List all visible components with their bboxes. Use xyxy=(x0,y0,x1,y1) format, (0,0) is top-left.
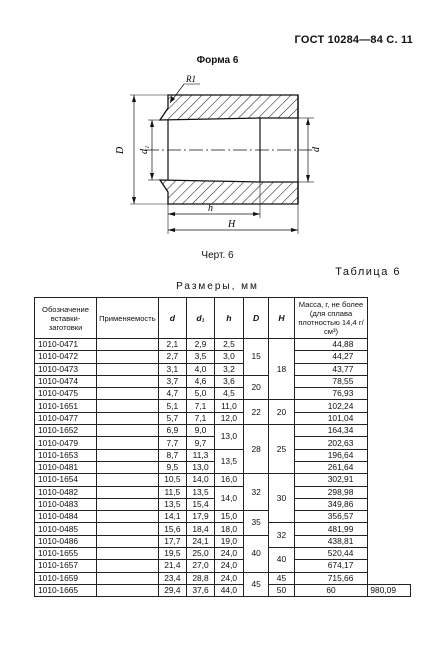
label-h: h xyxy=(208,203,213,214)
cell-h: 15,0 xyxy=(214,511,243,523)
cell-d: 9,5 xyxy=(158,461,186,473)
cell-D: 35 xyxy=(243,511,268,536)
table-row xyxy=(35,449,411,461)
dimensions-table xyxy=(34,297,411,597)
cell-H: 18 xyxy=(269,339,294,400)
table-row xyxy=(35,535,411,547)
cell-d1: 4,0 xyxy=(187,363,215,375)
table-row xyxy=(35,375,411,387)
cell-h: 24,0 xyxy=(214,572,243,584)
cell-H: 60 xyxy=(294,584,368,596)
cell-h: 24,0 xyxy=(214,548,243,560)
cell-d1: 9,7 xyxy=(187,437,215,449)
cell-d: 13,5 xyxy=(158,498,186,510)
cell-h: 3,6 xyxy=(214,375,243,387)
cell-d: 3,7 xyxy=(158,375,186,387)
cell-mass: 438,81 xyxy=(294,535,368,547)
header-mass: Масса, г, не более (для сплава плотностью 14,4 г/см³) xyxy=(294,298,368,339)
table-row xyxy=(35,511,411,523)
page-header: ГОСТ 10284—84 С. 11 xyxy=(294,34,413,46)
cell-H: 25 xyxy=(269,425,294,474)
cell-d: 19,5 xyxy=(158,548,186,560)
cell-d: 23,4 xyxy=(158,572,186,584)
cell-code: 1010-0479 xyxy=(35,437,97,449)
table-subtitle: Размеры, мм xyxy=(176,281,259,292)
cell-d1: 13,5 xyxy=(187,486,215,498)
cell-h: 19,0 xyxy=(214,535,243,547)
cell-H: 45 xyxy=(269,572,294,584)
cell-code: 1010-0474 xyxy=(35,375,97,387)
cell-d1: 27,0 xyxy=(187,560,215,572)
cell-h: 13,5 xyxy=(214,449,243,474)
cell-mass: 44,27 xyxy=(294,351,368,363)
cell-d1: 17,9 xyxy=(187,511,215,523)
cell-mass: 481,99 xyxy=(294,523,368,535)
cell-D: 28 xyxy=(243,425,268,474)
label-d1: d₁ xyxy=(139,145,150,154)
cell-code: 1010-0486 xyxy=(35,535,97,547)
cell-h: 24,0 xyxy=(214,560,243,572)
cell-usage xyxy=(97,584,159,596)
cell-d: 29,4 xyxy=(158,584,186,596)
bottom-section xyxy=(160,180,298,204)
cell-mass: 164,34 xyxy=(294,425,368,437)
cell-usage xyxy=(97,461,159,473)
cell-mass: 980,09 xyxy=(368,584,411,596)
cell-usage xyxy=(97,474,159,486)
cell-usage xyxy=(97,449,159,461)
cell-d: 5,7 xyxy=(158,412,186,424)
cell-D: 20 xyxy=(243,375,268,400)
cell-mass: 302,91 xyxy=(294,474,368,486)
cell-d: 3,1 xyxy=(158,363,186,375)
cell-code: 1010-0473 xyxy=(35,363,97,375)
cell-mass: 715,66 xyxy=(294,572,368,584)
cell-code: 1010-1659 xyxy=(35,572,97,584)
table-row xyxy=(35,388,411,400)
cell-mass: 196,64 xyxy=(294,449,368,461)
cell-H: 20 xyxy=(269,400,294,425)
cell-usage xyxy=(97,511,159,523)
cell-code: 1010-1657 xyxy=(35,560,97,572)
cell-d: 2,7 xyxy=(158,351,186,363)
label-D: D xyxy=(115,146,126,154)
table-row xyxy=(35,486,411,498)
cell-d: 8,7 xyxy=(158,449,186,461)
cell-h: 12,0 xyxy=(214,412,243,424)
cell-code: 1010-0482 xyxy=(35,486,97,498)
cell-mass: 101,04 xyxy=(294,412,368,424)
cell-h: 4,5 xyxy=(214,388,243,400)
cell-usage xyxy=(97,375,159,387)
cell-usage xyxy=(97,535,159,547)
cell-D: 32 xyxy=(243,474,268,511)
cell-d: 2,1 xyxy=(158,339,186,351)
cell-code: 1010-0481 xyxy=(35,461,97,473)
cell-usage xyxy=(97,548,159,560)
cell-h: 16,0 xyxy=(214,474,243,486)
cell-h: 3,0 xyxy=(214,351,243,363)
cell-h: 3,2 xyxy=(214,363,243,375)
table-row xyxy=(35,351,411,363)
cell-d1: 3,5 xyxy=(187,351,215,363)
cell-D: 22 xyxy=(243,400,268,425)
cell-d: 15,6 xyxy=(158,523,186,535)
cell-d1: 5,0 xyxy=(187,388,215,400)
cell-mass: 261,64 xyxy=(294,461,368,473)
cell-d: 6,9 xyxy=(158,425,186,437)
label-R1: R1 xyxy=(186,74,196,84)
header-d1: d₁ xyxy=(187,298,215,339)
cell-h: 44,0 xyxy=(214,584,243,596)
cell-code: 1010-1654 xyxy=(35,474,97,486)
cell-code: 1010-1653 xyxy=(35,449,97,461)
cell-mass: 43,77 xyxy=(294,363,368,375)
table-row xyxy=(35,548,411,560)
table-number: Таблица 6 xyxy=(335,266,401,278)
technical-drawing xyxy=(100,68,335,248)
cell-d: 17,7 xyxy=(158,535,186,547)
cell-usage xyxy=(97,400,159,412)
cell-usage xyxy=(97,425,159,437)
cell-d1: 7,1 xyxy=(187,412,215,424)
table-row xyxy=(35,412,411,424)
cell-mass: 44,88 xyxy=(294,339,368,351)
cell-code: 1010-1651 xyxy=(35,400,97,412)
cell-h: 14,0 xyxy=(214,486,243,511)
cell-d: 4,7 xyxy=(158,388,186,400)
cell-usage xyxy=(97,498,159,510)
cell-D: 45 xyxy=(243,572,268,597)
cell-H: 40 xyxy=(269,548,294,573)
cell-d1: 15,4 xyxy=(187,498,215,510)
cell-d1: 13,0 xyxy=(187,461,215,473)
cell-mass: 202,63 xyxy=(294,437,368,449)
cell-code: 1010-0484 xyxy=(35,511,97,523)
cell-mass: 356,57 xyxy=(294,511,368,523)
cell-D: 40 xyxy=(243,535,268,572)
cell-d: 14,1 xyxy=(158,511,186,523)
header-H: H xyxy=(269,298,294,339)
cell-code: 1010-0483 xyxy=(35,498,97,510)
cell-usage xyxy=(97,339,159,351)
figure-caption: Черт. 6 xyxy=(201,250,234,261)
cell-code: 1010-0475 xyxy=(35,388,97,400)
header-code: Обозначение вставки-заготовки xyxy=(35,298,97,339)
cell-d1: 9,0 xyxy=(187,425,215,437)
cell-mass: 349,86 xyxy=(294,498,368,510)
header-D: D xyxy=(243,298,268,339)
cell-d1: 11,3 xyxy=(187,449,215,461)
table-row xyxy=(35,339,411,351)
table-row xyxy=(35,572,411,584)
cell-h: 18,0 xyxy=(214,523,243,535)
cell-usage xyxy=(97,412,159,424)
table-row xyxy=(35,523,411,535)
header-d: d xyxy=(158,298,186,339)
cell-d1: 7,1 xyxy=(187,400,215,412)
cell-usage xyxy=(97,572,159,584)
header-usage: Применяемость xyxy=(97,298,159,339)
table-row xyxy=(35,474,411,486)
table-row xyxy=(35,363,411,375)
cell-usage xyxy=(97,388,159,400)
cell-mass: 298,98 xyxy=(294,486,368,498)
cell-code: 1010-1665 xyxy=(35,584,97,596)
cell-code: 1010-0477 xyxy=(35,412,97,424)
cell-mass: 674,17 xyxy=(294,560,368,572)
form-title: Форма 6 xyxy=(196,55,239,66)
table-body xyxy=(35,339,411,597)
cell-code: 1010-0485 xyxy=(35,523,97,535)
cell-d: 5,1 xyxy=(158,400,186,412)
cell-code: 1010-1652 xyxy=(35,425,97,437)
table-row xyxy=(35,560,411,572)
table-header-row xyxy=(35,298,411,339)
cell-mass: 520,44 xyxy=(294,548,368,560)
cell-usage xyxy=(97,351,159,363)
cell-mass: 102,24 xyxy=(294,400,368,412)
label-d: d xyxy=(311,147,322,152)
cell-d1: 25,0 xyxy=(187,548,215,560)
cell-mass: 76,93 xyxy=(294,388,368,400)
cell-usage xyxy=(97,560,159,572)
cell-usage xyxy=(97,363,159,375)
cell-d: 7,7 xyxy=(158,437,186,449)
cell-d1: 37,6 xyxy=(187,584,215,596)
cell-d1: 24,1 xyxy=(187,535,215,547)
cell-usage xyxy=(97,486,159,498)
cell-d: 10,5 xyxy=(158,474,186,486)
cell-D: 15 xyxy=(243,339,268,376)
cell-d1: 2,9 xyxy=(187,339,215,351)
cell-code: 1010-1655 xyxy=(35,548,97,560)
cell-d: 11,5 xyxy=(158,486,186,498)
cell-h: 13,0 xyxy=(214,425,243,450)
top-section xyxy=(160,95,298,120)
cell-d1: 14,0 xyxy=(187,474,215,486)
cell-D: 50 xyxy=(269,584,294,596)
cell-usage xyxy=(97,523,159,535)
cell-H: 32 xyxy=(269,523,294,548)
cell-h: 11,0 xyxy=(214,400,243,412)
cell-d1: 28,8 xyxy=(187,572,215,584)
cell-code: 1010-0472 xyxy=(35,351,97,363)
table-row xyxy=(35,400,411,412)
cell-h: 2,5 xyxy=(214,339,243,351)
cell-d: 21,4 xyxy=(158,560,186,572)
label-H: H xyxy=(228,219,236,230)
table-row xyxy=(35,425,411,437)
cell-d1: 18,4 xyxy=(187,523,215,535)
cell-usage xyxy=(97,437,159,449)
cell-code: 1010-0471 xyxy=(35,339,97,351)
header-h: h xyxy=(214,298,243,339)
cell-d1: 4,6 xyxy=(187,375,215,387)
cell-H: 30 xyxy=(269,474,294,523)
table-row xyxy=(35,584,411,596)
cell-mass: 78,55 xyxy=(294,375,368,387)
